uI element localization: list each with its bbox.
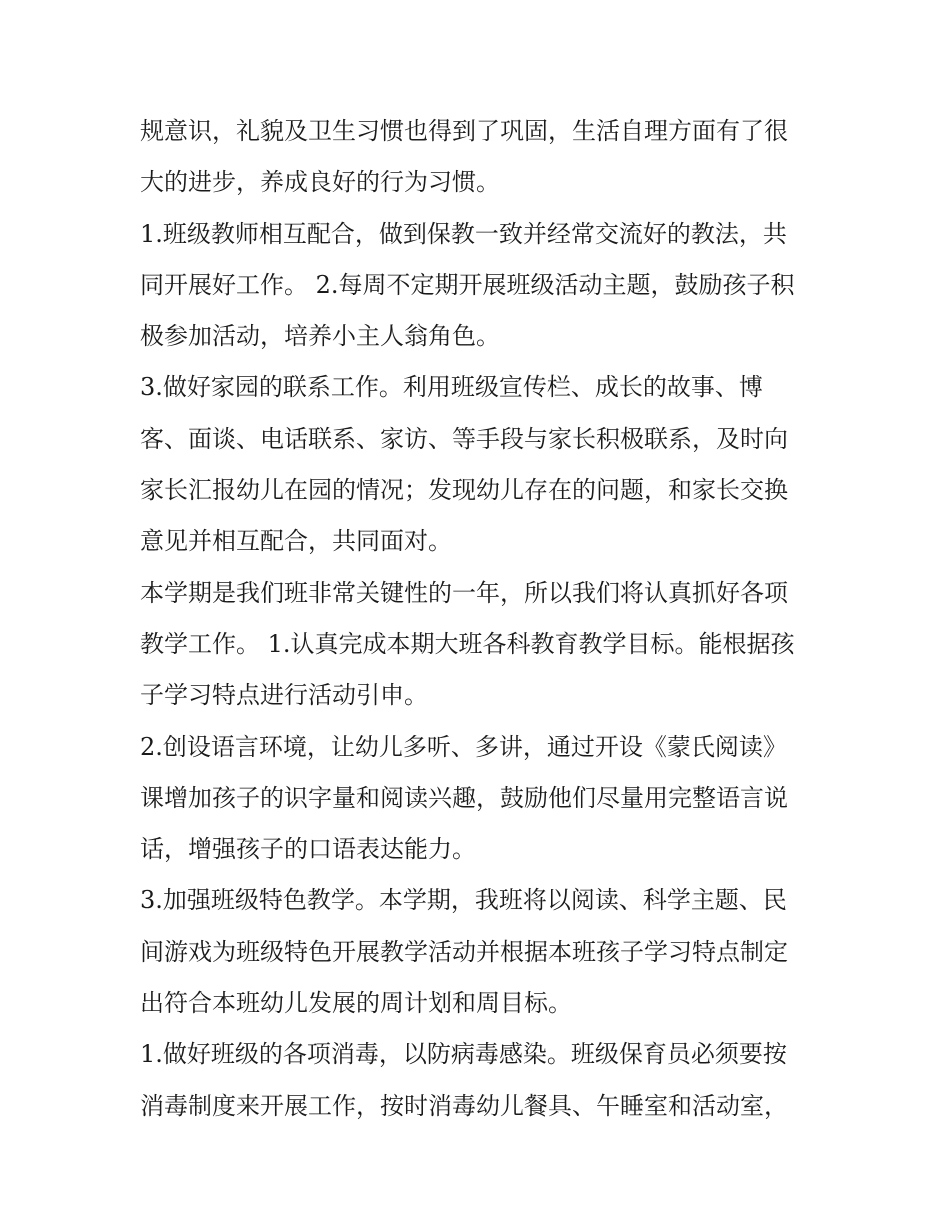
- text-line: 子学习特点进行活动引申。: [140, 681, 428, 710]
- text-line: 同开展好工作。 2.每周不定期开展班级活动主题，鼓励孩子积: [140, 270, 795, 299]
- text-line: 2.创设语言环境，让幼儿多听、多讲，通过开设《蒙氏阅读》: [140, 732, 787, 761]
- text-line: 3.加强班级特色教学。本学期，我班将以阅读、科学主题、民: [140, 886, 787, 915]
- text-line: 1.班级教师相互配合，做到保教一致并经常交流好的教法，共: [140, 219, 787, 248]
- text-line: 极参加活动，培养小主人翁角色。: [140, 322, 500, 351]
- text-line: 意见并相互配合，共同面对。: [140, 527, 452, 556]
- text-line: 客、面谈、电话联系、家访、等手段与家长积极联系，及时向: [140, 424, 788, 453]
- text-line: 大的进步，养成良好的行为习惯。: [140, 168, 500, 197]
- text-line: 规意识，礼貌及卫生习惯也得到了巩固，生活自理方面有了很: [140, 117, 788, 145]
- text-line: 间游戏为班级特色开展教学活动并根据本班孩子学习特点制定: [140, 937, 788, 966]
- text-line: 3.做好家园的联系工作。利用班级宣传栏、成长的故事、博: [140, 373, 763, 402]
- text-line: 话，增强孩子的口语表达能力。: [140, 835, 476, 864]
- text-line: 教学工作。 1.认真完成本期大班各科教育教学目标。能根据孩: [140, 629, 795, 658]
- text-line: 1.做好班级的各项消毒，以防病毒感染。班级保育员必须要按: [140, 1040, 787, 1069]
- text-line: 课增加孩子的识字量和阅读兴趣，鼓励他们尽量用完整语言说: [140, 783, 788, 812]
- document-body: [140, 106, 830, 1132]
- text-line: 消毒制度来开展工作，按时消毒幼儿餐具、午睡室和活动室，: [140, 1091, 788, 1120]
- text-line: 家长汇报幼儿在园的情况；发现幼儿存在的问题，和家长交换: [140, 476, 788, 505]
- text-line: 出符合本班幼儿发展的周计划和周目标。: [140, 989, 572, 1018]
- text-line: 本学期是我们班非常关键性的一年，所以我们将认真抓好各项: [140, 578, 788, 607]
